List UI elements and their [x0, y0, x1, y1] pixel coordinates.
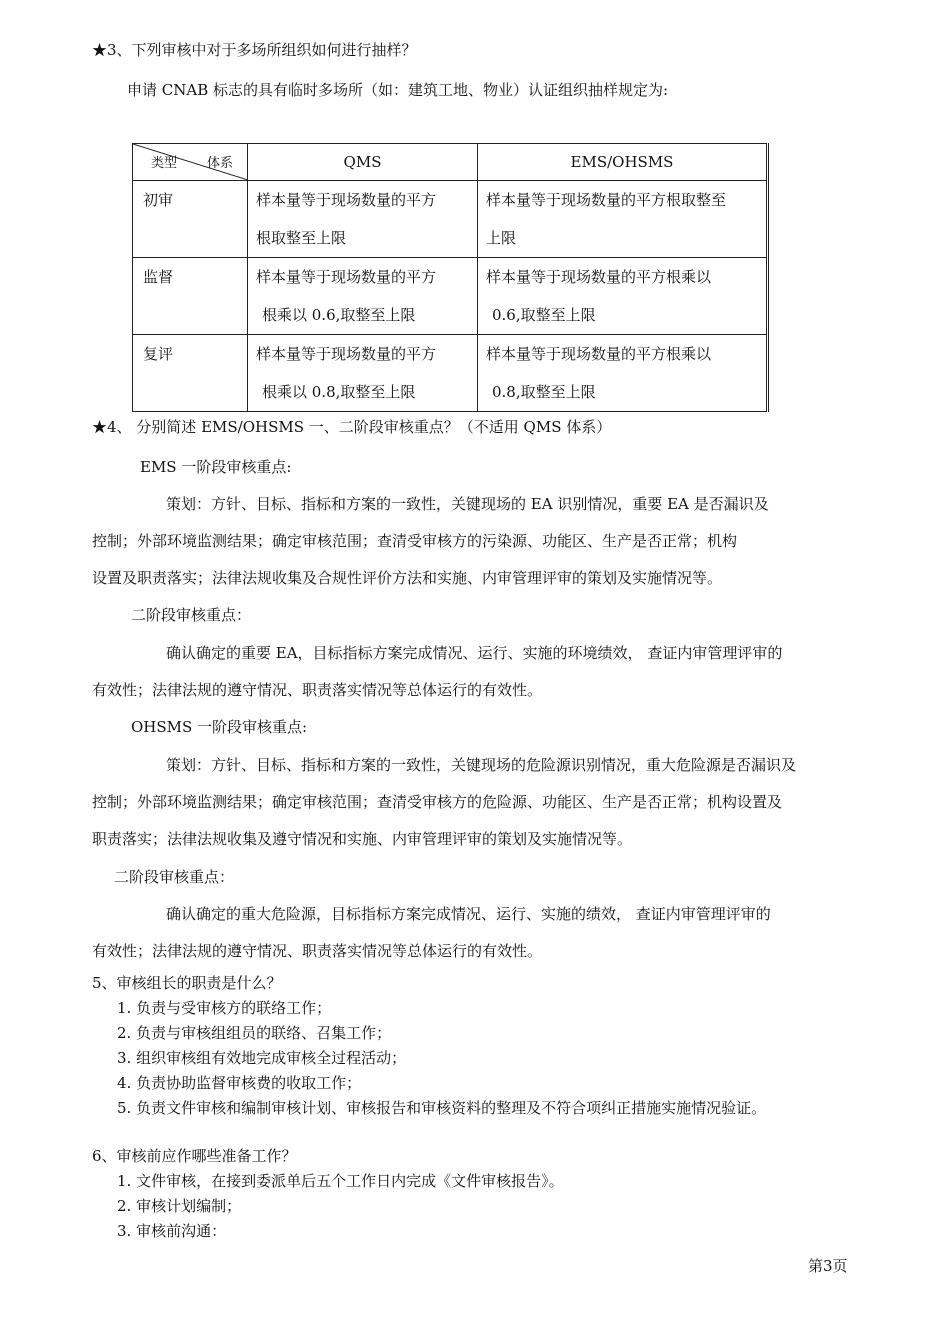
q5-title: 5、审核组长的职责是什么？: [92, 974, 282, 992]
row-label: 初审: [133, 181, 248, 258]
q4-title: ★4、 分别简述 EMS/OHSMS 一、二阶段审核重点？（不适用 QMS 体系）: [92, 418, 612, 436]
ohsms-stage1-heading: OHSMS 一阶段审核重点:: [131, 718, 308, 736]
list-item: 3. 组织审核组有效地完成审核全过程活动；: [117, 1049, 407, 1067]
paragraph-line: 设置及职责落实；法律法规收集及合规性评价方法和实施、内审管理评审的策划及实施情况等。: [92, 569, 723, 587]
cell-line: 根取整至上限: [256, 229, 347, 247]
paragraph-line: 确认确定的重大危险源，目标指标方案完成情况、运行、实施的绩效， 查证内审管理评审的: [166, 905, 771, 923]
table-cell-qms: [248, 335, 478, 412]
table-cell-ems: [478, 258, 768, 335]
cell-line: 0.8,取整至上限: [492, 383, 596, 401]
ohsms-stage2-heading: 二阶段审核重点：: [114, 868, 235, 886]
q6-title: 6、审核前应作哪些准备工作？: [92, 1147, 297, 1165]
paragraph-line: 有效性；法律法规的遵守情况、职责落实情况等总体运行的有效性。: [92, 681, 543, 699]
row-label: 复评: [133, 335, 248, 412]
table-cell-ems: [478, 181, 768, 258]
table-cell-ems: [478, 335, 768, 412]
ems-stage1-heading: EMS 一阶段审核重点:: [140, 458, 292, 476]
list-item: 2. 审核计划编制；: [117, 1197, 242, 1215]
cell-line: 样本量等于现场数量的平方根乘以: [486, 345, 712, 363]
table-row: [133, 258, 768, 335]
list-item: 3. 审核前沟通：: [117, 1222, 227, 1240]
cell-line: 样本量等于现场数量的平方根取整至: [486, 191, 727, 209]
list-item: 4. 负责协助监督审核费的收取工作；: [117, 1074, 362, 1092]
sampling-table: [132, 143, 769, 412]
list-item: 2. 负责与审核组组员的联络、召集工作；: [117, 1024, 392, 1042]
cell-line: 根乘以 0.8,取整至上限: [262, 383, 416, 401]
cell-line: 样本量等于现场数量的平方: [256, 345, 437, 363]
list-item: 1. 文件审核，在接到委派单后五个工作日内完成《文件审核报告》。: [117, 1172, 564, 1190]
column-header-ems-ohsms: EMS/OHSMS: [478, 144, 768, 181]
table-header-row: [133, 144, 768, 181]
paragraph-line: 策划：方针、目标、指标和方案的一致性，关键现场的 EA 识别情况，重要 EA 是否漏识及: [166, 495, 769, 513]
page-number: 第3页: [808, 1257, 848, 1275]
table-cell-qms: [248, 181, 478, 258]
paragraph-line: 职责落实；法律法规收集及遵守情况和实施、内审管理评审的策划及实施情况等。: [92, 830, 633, 848]
paragraph-line: 策划：方针、目标、指标和方案的一致性，关键现场的危险源识别情况，重大危险源是否漏识及: [166, 756, 797, 774]
paragraph-line: 控制；外部环境监测结果；确定审核范围；查清受审核方的污染源、功能区、生产是否正常；机构: [92, 532, 738, 550]
row-label: 监督: [133, 258, 248, 335]
cell-line: 样本量等于现场数量的平方: [256, 191, 437, 209]
table-corner-cell: [133, 144, 248, 181]
ems-stage2-heading: 二阶段审核重点：: [131, 606, 252, 624]
q3-intro: 申请 CNAB 标志的具有临时多场所（如：建筑工地、物业）认证组织抽样规定为:: [127, 81, 669, 99]
cell-line: 根乘以 0.6,取整至上限: [262, 306, 416, 324]
list-item: 5. 负责文件审核和编制审核计划、审核报告和审核资料的整理及不符合项纠正措施实施情况验证。: [117, 1099, 767, 1117]
cell-line: 样本量等于现场数量的平方: [256, 268, 437, 286]
cell-line: 样本量等于现场数量的平方根乘以: [486, 268, 712, 286]
column-header-qms: QMS: [248, 144, 478, 181]
list-item: 1. 负责与受审核方的联络工作；: [117, 999, 332, 1017]
corner-label-type: 类型: [151, 156, 178, 171]
paragraph-line: 有效性；法律法规的遵守情况、职责落实情况等总体运行的有效性。: [92, 942, 543, 960]
corner-label-system: 体系: [207, 156, 234, 171]
table-row: [133, 181, 768, 258]
paragraph-line: 控制；外部环境监测结果；确定审核范围；查清受审核方的危险源、功能区、生产是否正常；机构设置及: [92, 793, 783, 811]
cell-line: 上限: [486, 229, 517, 247]
table-cell-qms: [248, 258, 478, 335]
cell-line: 0.6,取整至上限: [492, 306, 596, 324]
paragraph-line: 确认确定的重要 EA，目标指标方案完成情况、运行、实施的环境绩效， 查证内审管理评审的: [166, 644, 783, 662]
table-row: [133, 335, 768, 412]
q3-title: ★3、下列审核中对于多场所组织如何进行抽样？: [92, 41, 417, 59]
